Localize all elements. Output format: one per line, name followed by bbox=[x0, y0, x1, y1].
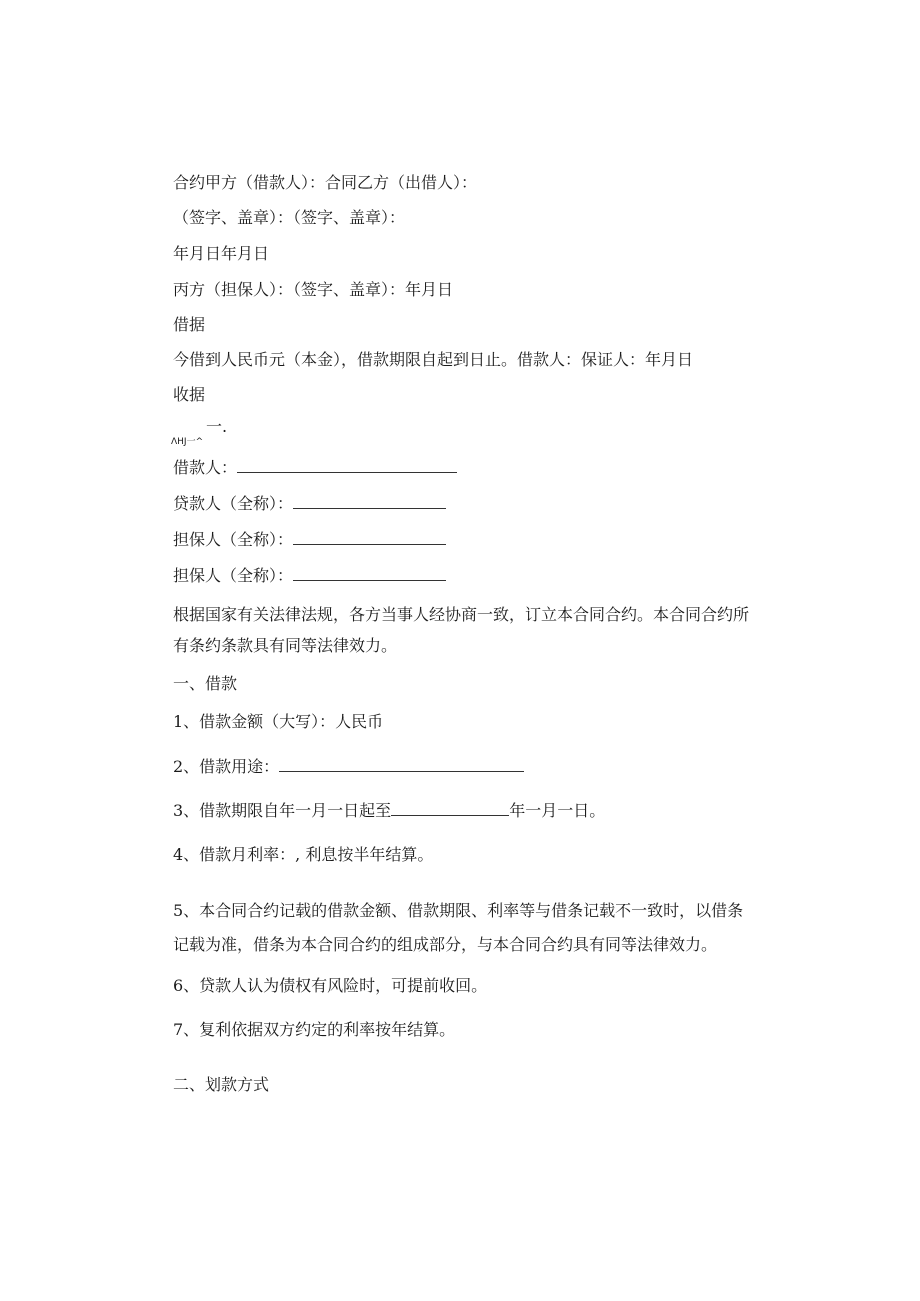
section1-title: 一、借款 bbox=[173, 674, 238, 693]
item3-blank bbox=[391, 801, 509, 816]
section1-item5-line1: 5、本合同合约记载的借款金额、借款期限、利率等与借条记载不一致时，以借条 bbox=[173, 901, 744, 920]
guarantor2-label: 担保人（全称）： bbox=[173, 566, 294, 585]
lender-row bbox=[173, 494, 446, 514]
borrower-label: 借款人： bbox=[173, 458, 238, 477]
section1-item7: 7、复利依据双方约定的利率按年结算。 bbox=[173, 1020, 456, 1039]
intro-line-1: 根据国家有关法律法规，各方当事人经协商一致，订立本合同合约。本合同合约所 bbox=[173, 605, 750, 624]
guarantor2-row bbox=[173, 566, 446, 586]
item3-suffix: 年一月一日。 bbox=[509, 801, 606, 820]
iou-title: 借据 bbox=[173, 315, 206, 334]
receipt-mark: ΛHJ一^ bbox=[171, 437, 204, 447]
iou-body: 今借到人民币元（本金），借款期限自起到日止。借款人：保证人：年月日 bbox=[173, 350, 694, 369]
guarantor2-blank bbox=[293, 566, 446, 581]
section1-item3 bbox=[173, 801, 605, 821]
lender-blank bbox=[293, 494, 446, 509]
intro-line-2: 有条约条款具有同等法律效力。 bbox=[173, 636, 398, 655]
section1-item6: 6、贷款人认为债权有风险时，可提前收回。 bbox=[173, 976, 488, 995]
lender-label: 贷款人（全称）： bbox=[173, 494, 294, 513]
item2-label: 2、借款用途： bbox=[173, 757, 280, 776]
section2-title: 二、划款方式 bbox=[173, 1075, 270, 1094]
item2-blank bbox=[279, 757, 524, 772]
section1-item2 bbox=[173, 757, 524, 777]
section1-item4: 4、借款月利率：, 利息按半年结算。 bbox=[173, 845, 434, 864]
guarantor1-blank bbox=[293, 530, 446, 545]
item3-prefix: 3、借款期限自年一月一日起至 bbox=[173, 801, 392, 820]
receipt-dash: 一. bbox=[206, 417, 228, 436]
receipt-title: 收据 bbox=[173, 385, 206, 404]
borrower-row bbox=[173, 458, 457, 478]
borrower-blank bbox=[237, 458, 457, 473]
guarantor1-label: 担保人（全称）： bbox=[173, 530, 294, 549]
header-line-2: （签字、盖章）：（签字、盖章）： bbox=[173, 208, 406, 227]
header-line-4: 丙方（担保人）：（签字、盖章）：年月日 bbox=[173, 280, 454, 299]
section1-item1: 1、借款金额（大写）：人民币 bbox=[173, 712, 384, 731]
header-line-1: 合约甲方（借款人）：合同乙方（出借人）： bbox=[173, 173, 478, 192]
section1-item5-line2: 记载为准，借条为本合同合约的组成部分，与本合同合约具有同等法律效力。 bbox=[173, 935, 718, 954]
header-line-3: 年月日年月日 bbox=[173, 244, 270, 263]
guarantor1-row bbox=[173, 530, 446, 550]
